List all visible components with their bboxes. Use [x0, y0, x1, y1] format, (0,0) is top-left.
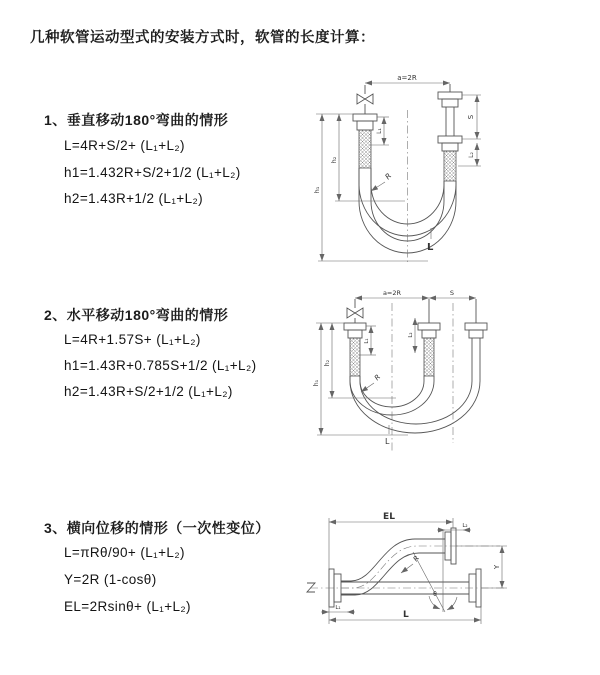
right-flange: [438, 84, 462, 181]
dimension-l2: [408, 318, 415, 353]
diagram-vertical-bend: [310, 68, 580, 268]
dim-label-a2r: a=2R: [397, 74, 417, 82]
section-1-heading: 1、垂直移动180°弯曲的情形: [44, 112, 229, 128]
left-flange: [344, 323, 366, 376]
valve-icon: [357, 85, 373, 114]
dim-label-r: R: [411, 554, 422, 564]
offset-hose: [341, 528, 456, 595]
dim-label-s: S: [467, 114, 475, 120]
dim-label-h1: h₁: [313, 379, 320, 387]
section-2-heading: 2、水平移动180°弯曲的情形: [44, 307, 229, 323]
dimension-l2: [458, 143, 481, 166]
section-3-formula-y: Y=2R (1-cosθ): [64, 572, 157, 587]
dim-label-r: R: [373, 373, 383, 383]
dimension-s: [429, 289, 476, 298]
left-flange: [353, 114, 377, 168]
section-2-formula-h2: h2=1.43R+S/2+1/2 (L₁+L₂): [64, 384, 233, 399]
dim-label-l2: L₂: [462, 523, 468, 529]
dim-label-h2: h₂: [330, 156, 338, 164]
dim-label-y: Y: [493, 564, 501, 570]
dimension-a2r: [365, 74, 450, 83]
section-3-formula-l: L=πRθ/90+ (L₁+L₂): [64, 545, 185, 560]
centerline-break-icon: [307, 583, 315, 592]
section-2-formula-l: L=4R+1.57S+ (L₁+L₂): [64, 332, 201, 347]
dim-label-l1: L₁: [376, 128, 383, 134]
dim-label-l1: L₁: [335, 605, 341, 611]
section-1-formula-h2: h2=1.43R+1/2 (L₁+L₂): [64, 191, 204, 206]
radius-callout: [361, 373, 382, 392]
page-title: 几种软管运动型式的安装方式时，软管的长度计算：: [30, 30, 375, 46]
dim-label-r: R: [383, 171, 394, 182]
dim-label-l2: L₂: [468, 152, 475, 158]
dimension-l: [329, 607, 481, 624]
hose-u-bend: [350, 346, 480, 433]
right-flange: [465, 299, 487, 346]
dim-label-length: L: [403, 610, 409, 620]
dim-label-el: EL: [383, 512, 395, 522]
dim-label-l2: L₂: [408, 332, 414, 338]
dim-label-s: S: [449, 289, 455, 297]
section-1-formula-l: L=4R+S/2+ (L₁+L₂): [64, 138, 185, 153]
dimension-el: [329, 512, 453, 569]
section-3-heading: 3、横向位移的情形（一次性变位）: [44, 520, 270, 536]
angle-construction: [413, 530, 457, 612]
section-1-formula-h1: h1=1.432R+S/2+1/2 (L₁+L₂): [64, 165, 241, 180]
dim-label-h1: h₁: [313, 186, 321, 194]
dimension-a2r: [355, 289, 429, 298]
dim-label-a2r: a=2R: [382, 289, 402, 297]
section-2-formula-h1: h1=1.43R+0.785S+1/2 (L₁+L₂): [64, 358, 257, 373]
dimension-l1: [321, 605, 355, 612]
middle-flange: [418, 299, 440, 376]
diagram-lateral-offset: [295, 508, 595, 648]
radius-callout: [371, 171, 393, 191]
diagram-horizontal-bend: [308, 283, 588, 458]
dim-label-length: L: [427, 242, 434, 253]
dim-label-theta: θ: [433, 591, 437, 598]
dim-label-l1: L₁: [364, 338, 370, 344]
dimension-h1: [313, 323, 408, 435]
valve-icon: [347, 299, 363, 323]
dimension-l2: [437, 523, 471, 530]
section-3-formula-el: EL=2Rsinθ+ (L₁+L₂): [64, 599, 191, 614]
dim-label-length: L: [385, 437, 390, 446]
dimension-s: [462, 95, 481, 139]
dim-label-h2: h₂: [324, 359, 331, 367]
